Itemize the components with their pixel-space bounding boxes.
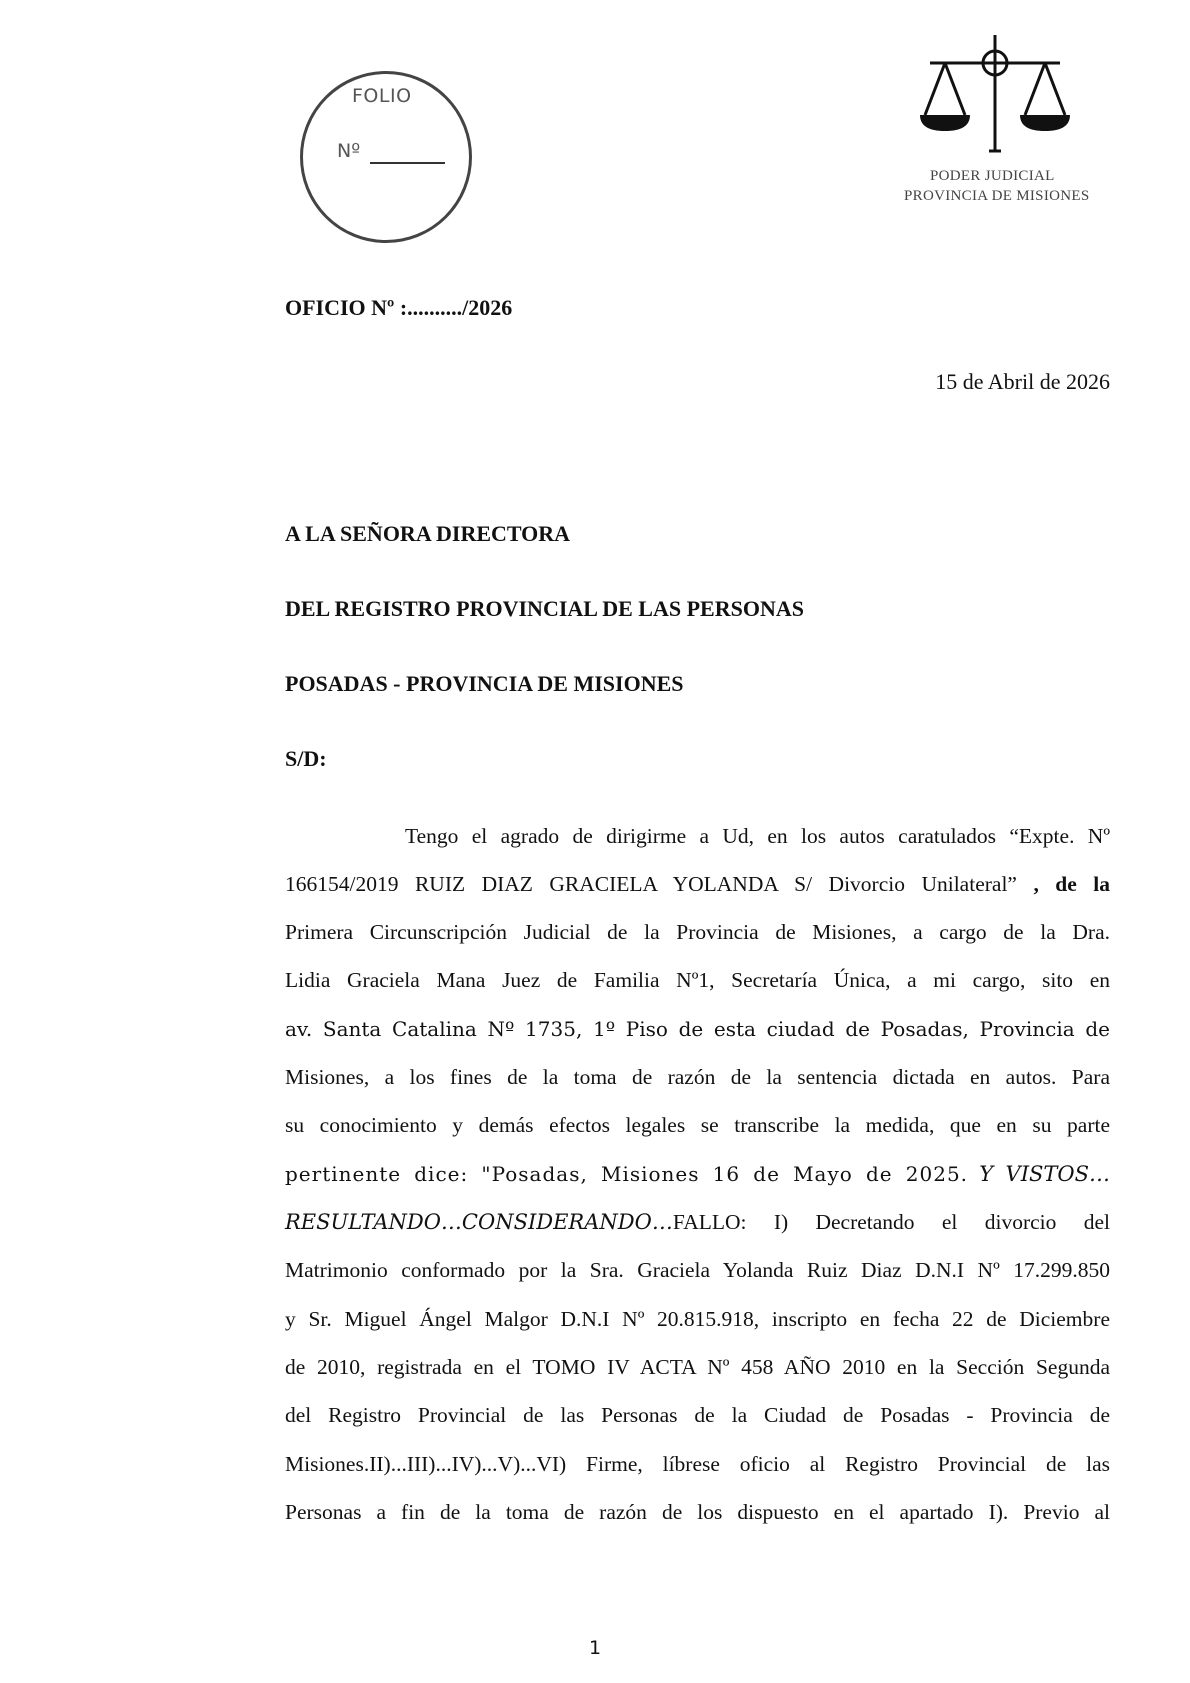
body-line (285, 1162, 1110, 1187)
folio-title: FOLIO (352, 85, 412, 107)
body-fragment: FALLO: I) Decretando el divorcio del (672, 1210, 1110, 1234)
folio-number-blank (370, 162, 445, 164)
emblem-line-2: PROVINCIA DE MISIONES (904, 188, 1090, 204)
scales-of-justice-icon (920, 33, 1070, 163)
body-line: Tengo el agrado de dirigirme a Ud, en los autos caratulados “Expte. Nº (405, 824, 1110, 848)
body-line: su conocimiento y demás efectos legales se transcribe la medida, que en su parte (285, 1113, 1110, 1137)
addressee-line-1: A LA SEÑORA DIRECTORA (285, 521, 571, 546)
body-line: Matrimonio conformado por la Sra. Graciela Yolanda Ruiz Diaz D.N.I Nº 17.299.850 (285, 1258, 1110, 1282)
addressee-line-3: POSADAS - PROVINCIA DE MISIONES (285, 671, 684, 696)
body-line: de 2010, registrada en el TOMO IV ACTA Nº 458 AÑO 2010 en la Sección Segunda (285, 1355, 1110, 1379)
body-line: Misiones.II)...III)...IV)...V)...VI) Firme, líbrese oficio al Registro Provincial de las (285, 1452, 1110, 1476)
body-line: av. Santa Catalina Nº 1735, 1º Piso de esta ciudad de Posadas, Provincia de (285, 1017, 1110, 1041)
body-line: Personas a fin de la toma de razón de los dispuesto en el apartado I). Previo al (285, 1500, 1110, 1524)
body-line: Primera Circunscripción Judicial de la Provincia de Misiones, a cargo de la Dra. (285, 920, 1110, 944)
body-line: del Registro Provincial de las Personas de la Ciudad de Posadas - Provincia de (285, 1403, 1110, 1427)
body-fragment-italic: RESULTANDO…CONSIDERANDO… (285, 1210, 673, 1234)
body-line: Misiones, a los fines de la toma de razón de la sentencia dictada en autos. Para (285, 1065, 1110, 1089)
folio-number-label: Nº (337, 140, 361, 162)
body-fragment: , de la (1016, 872, 1110, 896)
document-date: 15 de Abril de 2026 (935, 369, 1110, 394)
page-number: 1 (588, 1637, 602, 1659)
oficio-number: OFICIO Nº :........../2026 (285, 295, 513, 320)
body-line: Lidia Graciela Mana Juez de Familia Nº1, Secretaría Única, a mi cargo, sito en (285, 968, 1110, 992)
addressee-line-2: DEL REGISTRO PROVINCIAL DE LAS PERSONAS (285, 596, 804, 621)
body-fragment: pertinente dice: "Posadas, Misiones 16 de Mayo de 2025. (285, 1162, 969, 1186)
body-line (285, 1210, 1110, 1235)
emblem-line-1: PODER JUDICIAL (930, 168, 1055, 184)
body-line: y Sr. Miguel Ángel Malgor D.N.I Nº 20.815.918, inscripto en fecha 22 de Diciembre (285, 1307, 1110, 1331)
body-fragment-italic: Y VISTOS… (979, 1162, 1111, 1186)
salutation: S/D: (285, 746, 327, 771)
case-title: 166154/2019 RUIZ DIAZ GRACIELA YOLANDA S/ Divorcio Unilateral” (285, 872, 1017, 896)
body-line (285, 872, 1110, 897)
